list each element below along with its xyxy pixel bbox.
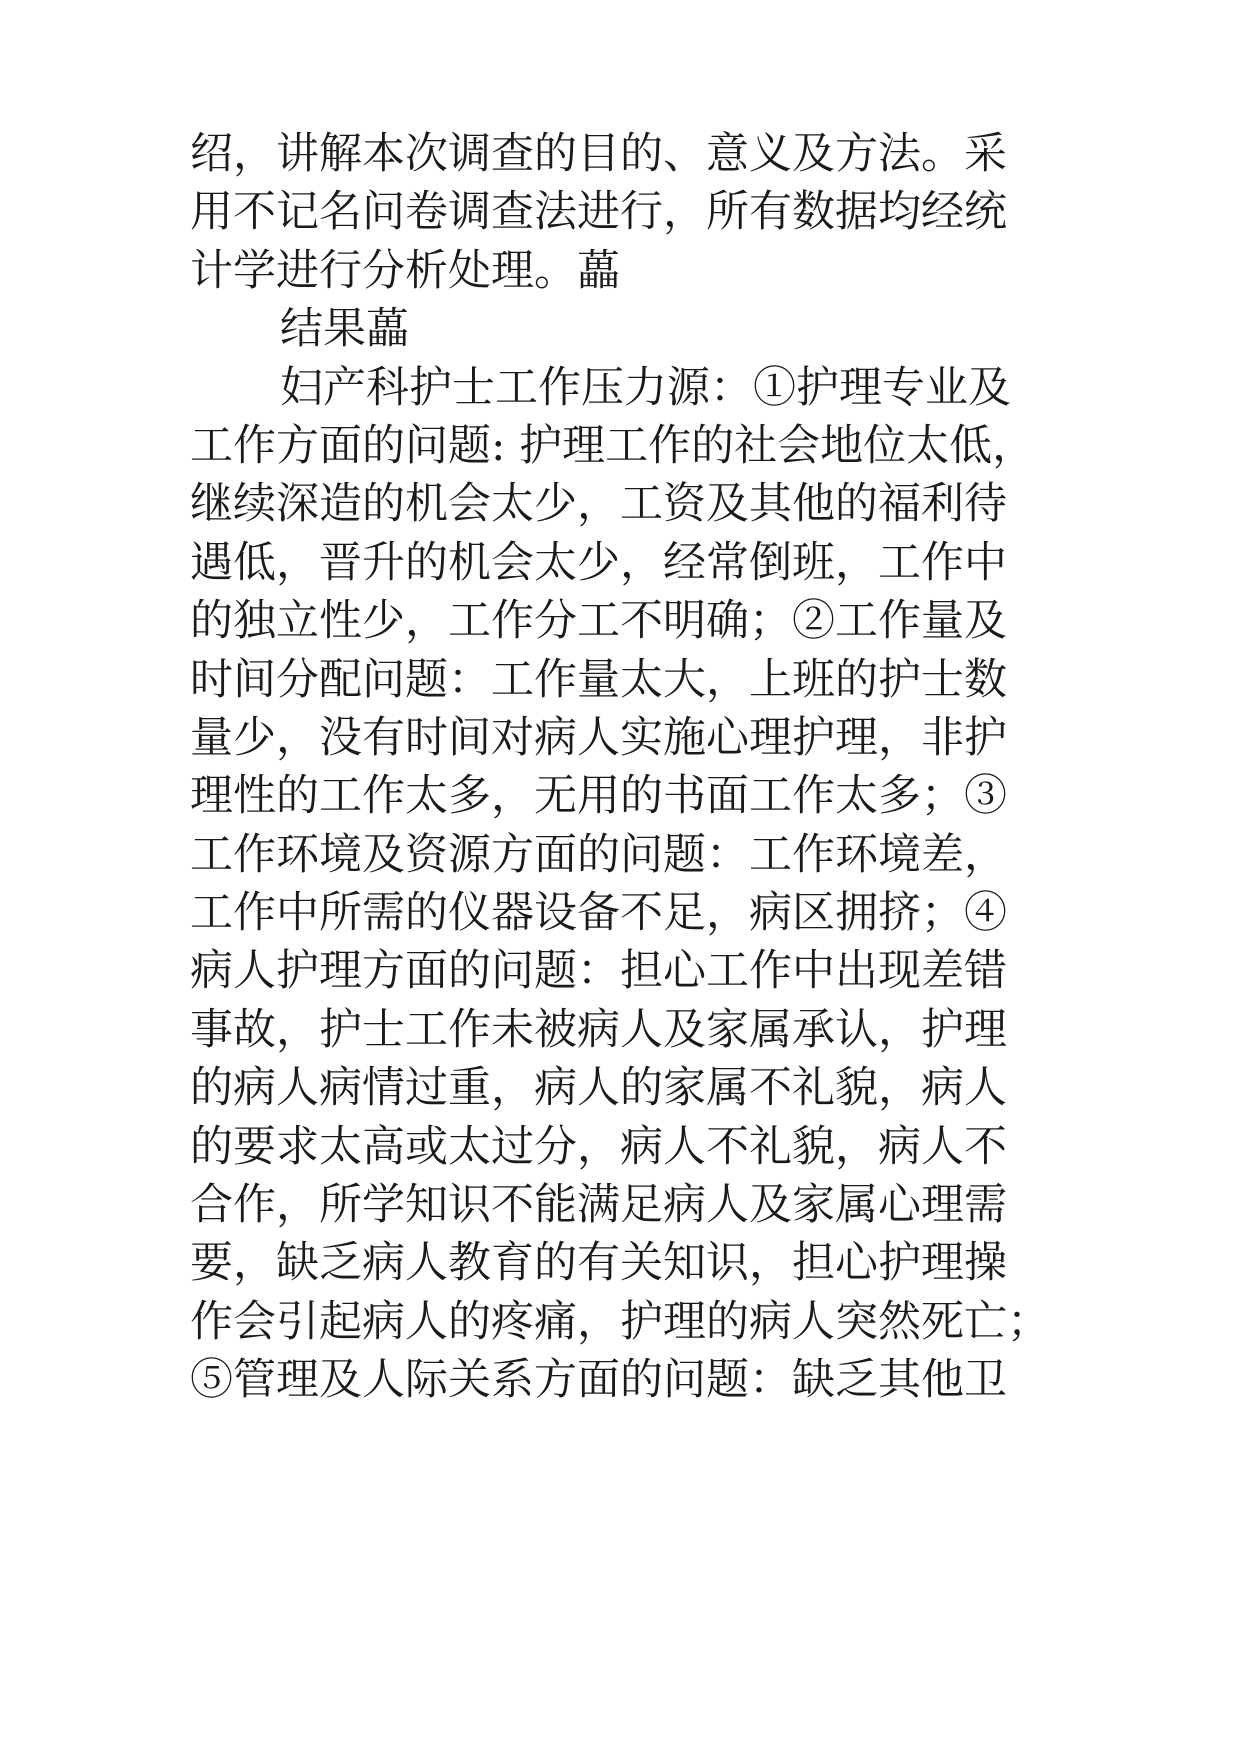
- text-line: 合作，所学知识不能满足病人及家属心理需: [190, 1180, 1007, 1231]
- text-line: 工作方面的问题: 护理工作的社会地位太低，: [190, 420, 1036, 471]
- text-line: 要，缺乏病人教育的有关知识，担心护理操: [190, 1238, 1007, 1289]
- paragraph-first-line: 妇产科护士工作压力源：①护理专业及: [280, 362, 1011, 413]
- text-line: 的独立性少，工作分工不明确；②工作量及: [190, 596, 1007, 647]
- text-line: 计学进行分析处理。藟: [190, 245, 620, 296]
- text-line: 绍，讲解本次调查的目的、意义及方法。采: [190, 129, 1007, 179]
- text-line: 量少，没有时间对病人实施心理护理，非护: [190, 712, 1007, 763]
- text-line: 病人护理方面的问题：担心工作中出现差错: [190, 946, 1007, 997]
- text-line: 工作中所需的仪器设备不足，病区拥挤；④: [190, 888, 1007, 939]
- section-heading: 结果藟: [280, 304, 409, 355]
- text-line: 事故，护士工作未被病人及家属承认，护理: [190, 1004, 1007, 1055]
- text-line: ⑤管理及人际关系方面的问题：缺乏其他卫: [190, 1355, 1007, 1406]
- text-line: 的病人病情过重，病人的家属不礼貌，病人: [190, 1063, 1007, 1114]
- text-line: 时间分配问题：工作量太大，上班的护士数: [190, 654, 1007, 705]
- text-line: 遇低，晋升的机会太少，经常倒班，工作中: [190, 537, 1007, 588]
- text-line: 工作环境及资源方面的问题：工作环境差，: [190, 829, 1007, 880]
- text-line: 作会引起病人的疼痛，护理的病人突然死亡；: [190, 1296, 1050, 1347]
- body-text: [190, 125, 1090, 1410]
- text-line: 继续深造的机会太少，工资及其他的福利待: [190, 479, 1007, 530]
- text-line: 的要求太高或太过分，病人不礼貌，病人不: [190, 1121, 1007, 1172]
- text-line: 用不记名问卷调查法进行，所有数据均经统: [190, 187, 1007, 238]
- text-line: 理性的工作太多，无用的书面工作太多；③: [190, 771, 1007, 822]
